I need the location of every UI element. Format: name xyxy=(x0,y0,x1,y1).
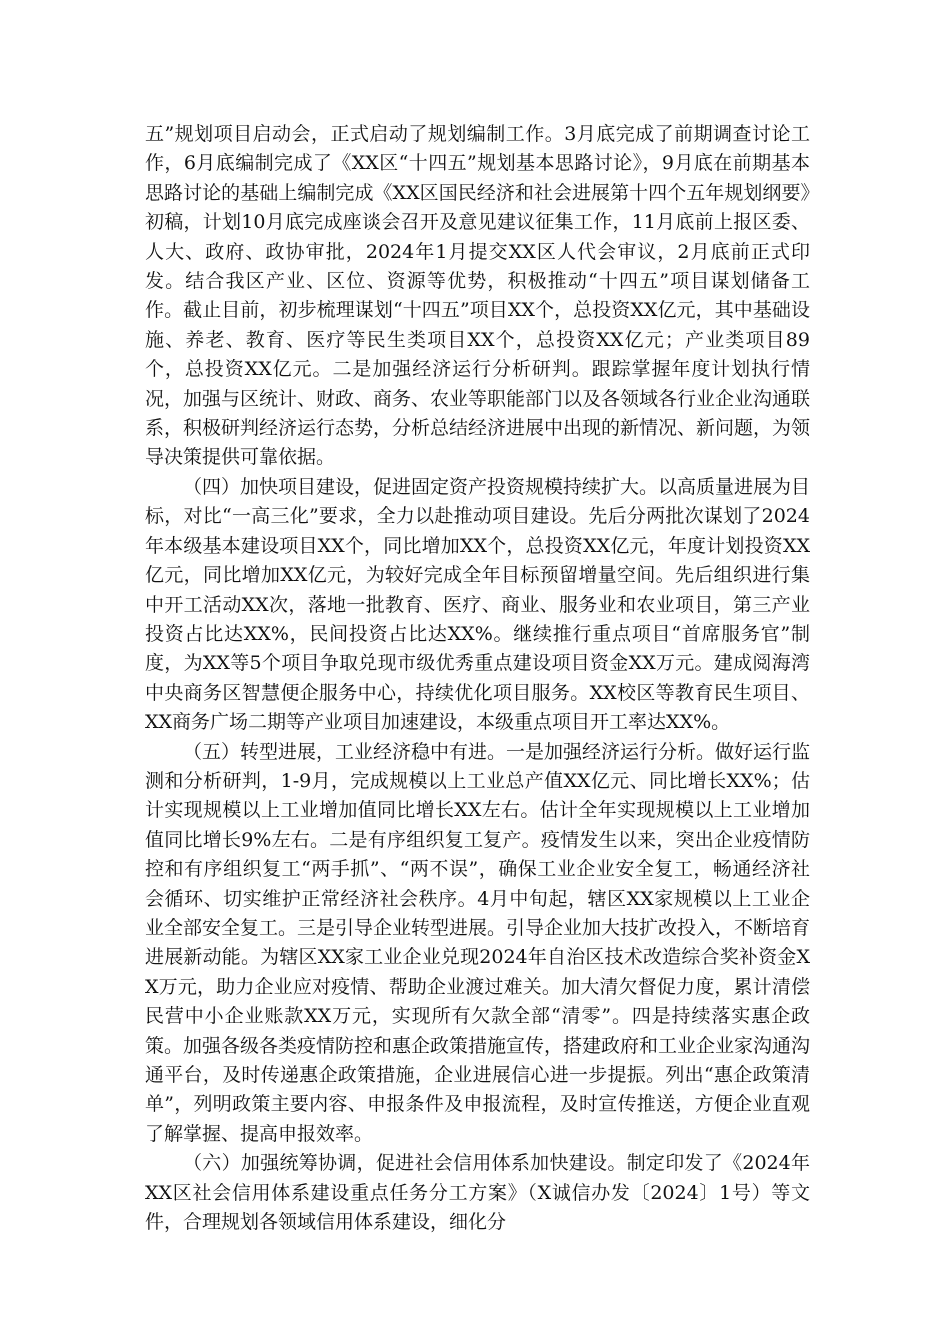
paragraph-section-6-credit-system: （六）加强统筹协调，促进社会信用体系加快建设。制定印发了《2024年XX区社会信用体系建设重点任务分工方案》（X诚信办发〔2024〕1号）等文件，合理规划各领域信用体系建设，细化分 xyxy=(145,1152,810,1234)
paragraph-section-5-industrial-economy: （五）转型进展，工业经济稳中有进。一是加强经济运行分析。做好运行监测和分析研判，1-9月，完成规模以上工业总产值XX亿元、同比增长XX%；估计实现规模以上工业增加值同比增长XX左右。估计全年实现规模以上工业增加值同比增长9%左右。二是有序组织复工复产。疫情发生以来，突出企业疫情防控和有序组织复工“两手抓”、“两不误”，确保工业企业安全复工，畅通经济社会循环、切实维护正常经济社会秩序。4月中旬起，辖区XX家规模以上工业企业全部安全复工。三是引导企业转型进展。引导企业加大技扩改投入，不断培育进展新动能。为辖区XX家工业企业兑现2024年自治区技术改造综合奖补资金XX万元，助力企业应对疫情、帮助企业渡过难关。加大清欠督促力度，累计清偿民营中小企业账款XX万元，实现所有欠款全部“清零”。四是持续落实惠企政策。加强各级各类疫情防控和惠企政策措施宣传，搭建政府和工业企业家沟通沟通平台，及时传递惠企政策措施，企业进展信心进一步提振。列出“惠企政策清单”，列明政策主要内容、申报条件及申报流程，及时宣传推送，方便企业直观了解掌握、提高申报效率。 xyxy=(145,740,811,1145)
paragraph-planning-continued: 五”规划项目启动会，正式启动了规划编制工作。3月底完成了前期调查讨论工作，6月底编制完成了《XX区“十四五”规划基本思路讨论》，9月底在前期基本思路讨论的基础上编制完成《XX区国民经济和社会进展第十四个五年规划纲要》初稿，计划10月底完成座谈会召开及意见建议征集工作，11月底前上报区委、人大、政府、政协审批，2024年1月提交XX区人代会审议，2月底前正式印发。结合我区产业、区位、资源等优势，积极推动“十四五”项目谋划储备工作。截止目前，初步梳理谋划“十四五”项目XX个，总投资XX亿元，其中基础设施、养老、教育、医疗等民生类项目XX个，总投资XX亿元；产业类项目89个，总投资XX亿元。二是加强经济运行分析研判。跟踪掌握年度计划执行情况，加强与区统计、财政、商务、农业等职能部门以及各领域各行业企业沟通联系，积极研判经济运行态势，分析总结经济进展中出现的新情况、新问题，为领导决策提供可靠依据。 xyxy=(145,123,811,469)
paragraph-section-4-project-construction: （四）加快项目建设，促进固定资产投资规模持续扩大。以高质量进展为目标，对比“一高三化”要求，全力以赴推动项目建设。先后分两批次谋划了2024年本级基本建设项目XX个，同比增加XX个，总投资XX亿元，年度计划投资XX亿元，同比增加XX亿元，为较好完成全年目标预留增量空间。先后组织进行集中开工活动XX次，落地一批教育、医疗、商业、服务业和农业项目，第三产业投资占比达XX%，民间投资占比达XX%。继续推行重点项目“首席服务官”制度，为XX等5个项目争取兑现市级优秀重点建设项目资金XX万元。建成阅海湾中央商务区智慧便企服务中心，持续优化项目服务。XX校区等教育民生项目、XX商务广场二期等产业项目加速建设，本级重点项目开工率达XX%。 xyxy=(145,475,811,734)
document-body xyxy=(145,120,810,1237)
